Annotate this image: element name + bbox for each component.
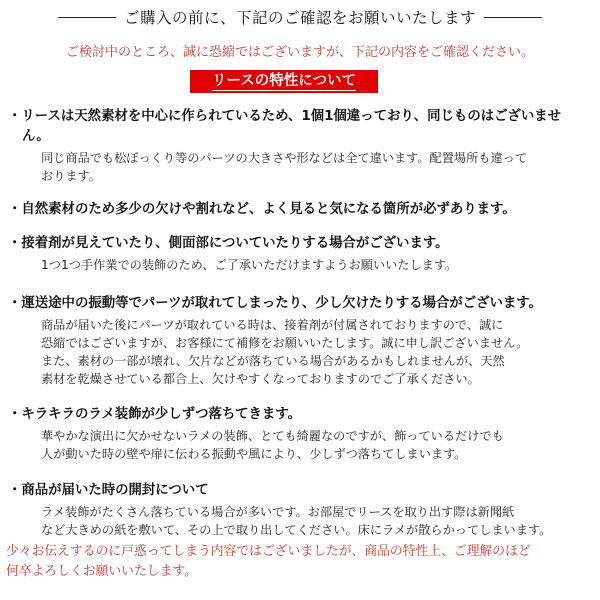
title-rule-left: [58, 17, 116, 18]
notice-body-line: 華やかな演出に欠かせないラメの装飾、とても綺麗なのですが、飾っているだけでも: [41, 429, 504, 443]
notice-body-line: おります。: [41, 169, 101, 183]
section-banner-label: リースの特性について: [212, 72, 356, 89]
notice-body-line: ラメ装飾がたくさん落ちている場合が多いです。お部屋でリースを取り出す際は新聞紙: [41, 505, 515, 519]
notice-body: [0, 427, 600, 463]
notice-body-line: 1つ1つ手作業での装飾のため、ご了承いただけますようお願いいたします。: [41, 258, 458, 272]
intro-text: ご検討中のところ、誠に恐縮ではございますが、下記の内容をご確認ください。: [65, 45, 534, 60]
notice-heading: ・自然素材のため多少の欠けや割れなど、よく見ると気になる箇所が必ずあります。: [8, 202, 516, 217]
notice-item: [0, 405, 600, 463]
notice-item: [0, 294, 600, 388]
notice-body: [0, 503, 600, 539]
title-rule-right: [484, 17, 542, 18]
notice-body-line: 人が動いた時の壁や扉に伝わる振動や風により、少しずつ落ちてしまいます。: [41, 447, 467, 461]
notice-item: [0, 481, 600, 539]
closing-note: [6, 542, 596, 582]
notice-body-line: 素材を乾燥させている都合上、欠けやすくなっておりますのでご了承ください。: [41, 372, 480, 386]
page-title-row: [0, 6, 600, 28]
closing-note-line: 少々お伝えするのに戸惑ってしまう内容ではございましたが、商品の特性上、ご理解のほど: [6, 544, 531, 559]
notice-body: [0, 149, 600, 185]
notice-item: [0, 200, 600, 220]
page-title: ご購入の前に、下記のご確認をお願いいたします: [123, 9, 476, 27]
notice-body-line: など大きめの紙を敷いて、その上で取り出してください。床にラメが散らかってしまいます。: [41, 523, 552, 537]
notice-heading: ・接着剤が見えていたり、側面部についていたりする場合がございます。: [8, 236, 449, 251]
section-banner: [190, 70, 378, 93]
notice-heading: ・商品が届いた時の開封について: [8, 483, 209, 498]
closing-note-line: 何卒よろしくお願いいたします。: [6, 564, 197, 579]
notice-item: [0, 234, 600, 274]
notice-heading: ・キラキラのラメ装飾が少しずつ落ちてきます。: [8, 407, 301, 422]
notice-body-line: また、素材の一部が壊れ、欠片などが落ちている場合があるかもしれませんが、天然: [41, 354, 505, 368]
notice-body: [0, 256, 600, 274]
notice-body-line: 商品が届いた後にパーツが取れている時は、接着剤が付属されておりますので、誠に: [41, 318, 504, 332]
notice-body-line: 恐縮ではございますが、お客様にて補修をお願いいたします。誠に申し訳ございません。: [41, 336, 529, 350]
notice-item: [0, 107, 600, 185]
notice-body: [0, 316, 600, 388]
notice-heading: ・リースは天然素材を中心に作られているため、1個1個違っており、同じものはございません。: [8, 109, 562, 144]
notice-heading: ・運送途中の振動等でパーツが取れてしまったり、少し欠けたりする場合がございます。: [8, 296, 543, 311]
notice-body-line: 同じ商品でも松ぼっくり等のパーツの大きさや形などは全て違います。配置場所も違って: [41, 151, 528, 165]
